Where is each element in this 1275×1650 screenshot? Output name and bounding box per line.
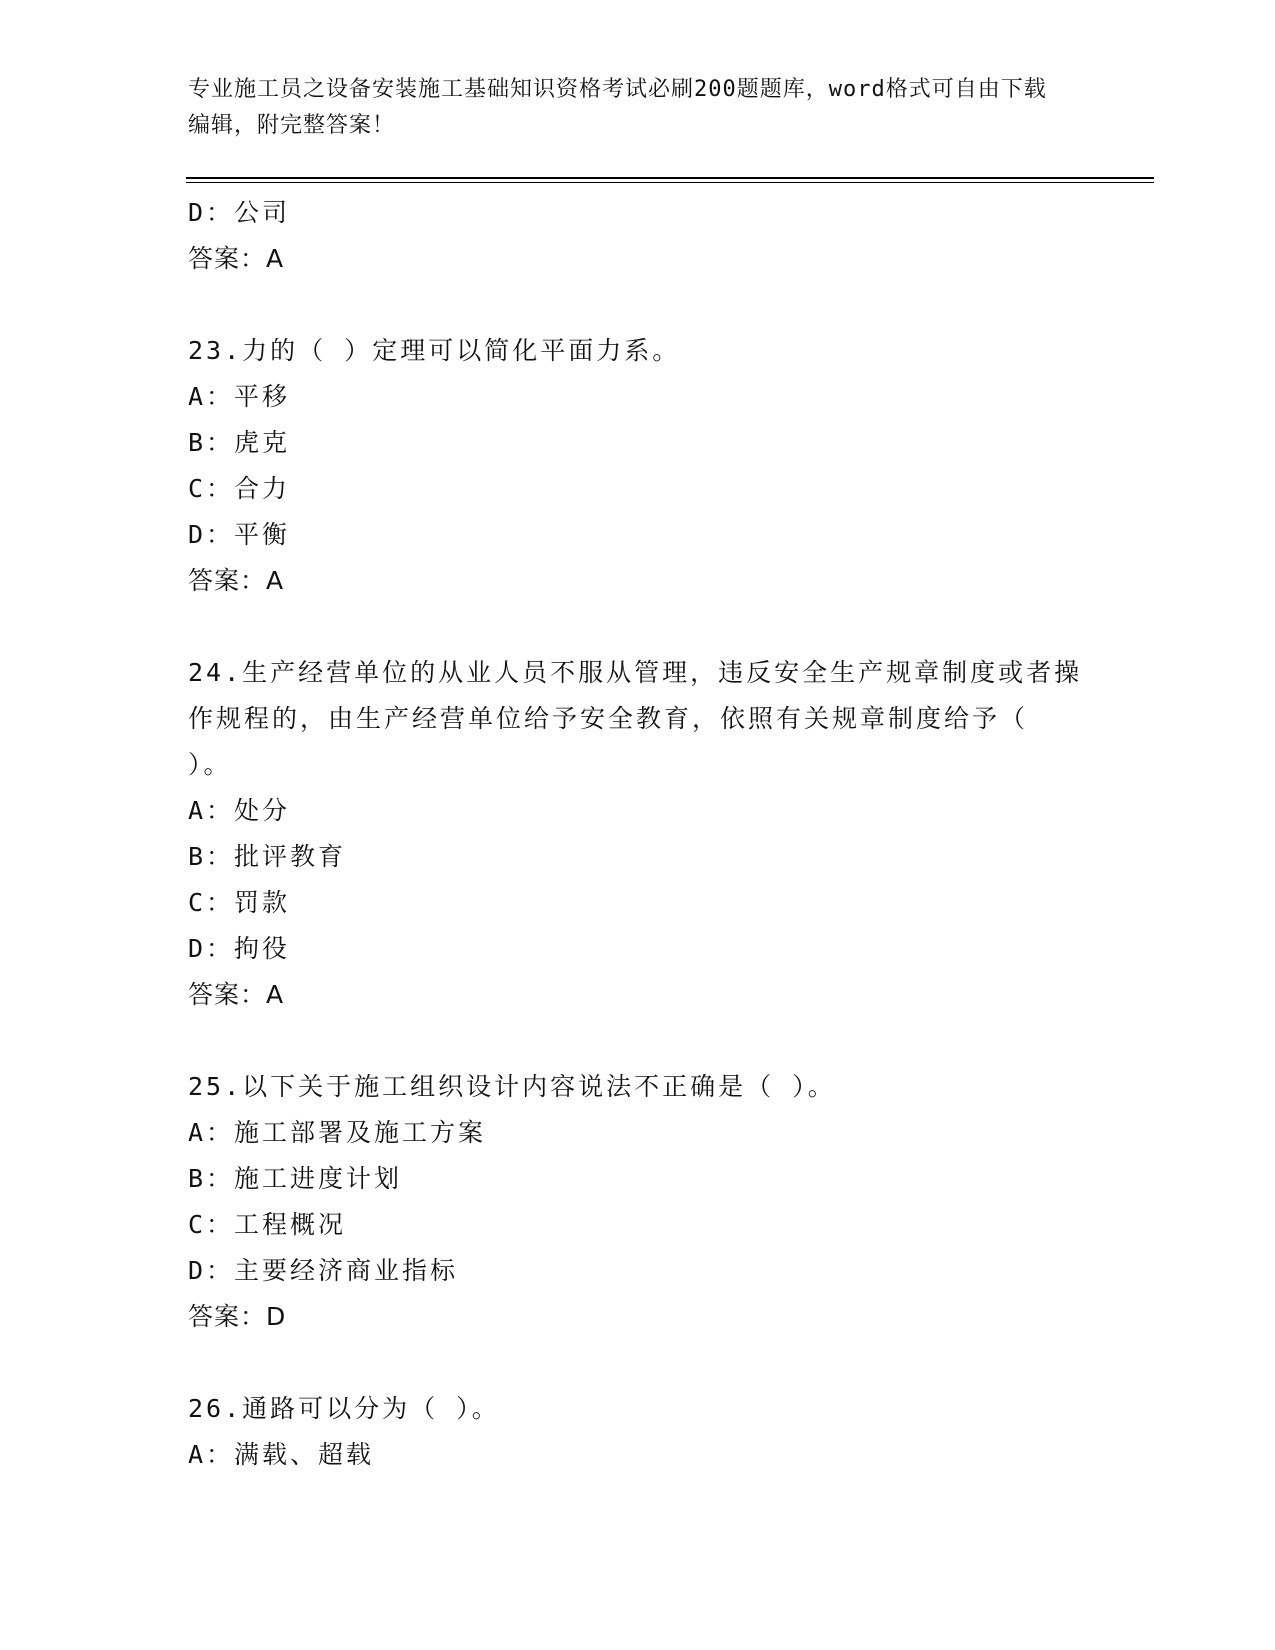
- spacer: [188, 282, 1088, 328]
- question-24: [188, 650, 1088, 1018]
- answer-line: 答案：A: [188, 566, 285, 595]
- answer-line: 答案：D: [188, 1302, 287, 1331]
- option-b: B：虎克: [188, 428, 291, 457]
- spacer: [188, 1018, 1088, 1064]
- previous-question-tail: [188, 190, 1088, 282]
- option-b: B：施工进度计划: [188, 1164, 403, 1193]
- option-d: D：拘役: [188, 934, 291, 963]
- document-header: [188, 72, 1068, 144]
- spacer: [188, 604, 1088, 650]
- spacer: [188, 1340, 1088, 1386]
- header-divider-thick: [186, 177, 1154, 179]
- question-list: [188, 190, 1088, 1478]
- answer-line: 答案：A: [188, 244, 285, 273]
- option-a: A：施工部署及施工方案: [188, 1118, 487, 1147]
- header-title: 专业施工员之设备安装施工基础知识资格考试必刷200题题库，word格式可自由下载编辑，附完整答案！: [188, 77, 1047, 138]
- question-23: [188, 328, 1088, 604]
- option-a: A：处分: [188, 796, 291, 825]
- question-text: 23.力的（ ）定理可以简化平面力系。: [188, 336, 681, 365]
- question-25: [188, 1064, 1088, 1340]
- option-d: D：主要经济商业指标: [188, 1256, 459, 1285]
- option-c: C：罚款: [188, 888, 291, 917]
- option-d: D：公司: [188, 198, 291, 227]
- question-text: 24.生产经营单位的从业人员不服从管理，违反安全生产规章制度或者操作规程的，由生产经营单位给予安全教育，依照有关规章制度给予（ ）。: [188, 658, 1083, 779]
- answer-line: 答案：A: [188, 980, 285, 1009]
- option-b: B：批评教育: [188, 842, 347, 871]
- question-26: [188, 1386, 1088, 1478]
- option-d: D：平衡: [188, 520, 291, 549]
- option-a: A：平移: [188, 382, 291, 411]
- option-a: A：满载、超载: [188, 1440, 375, 1469]
- question-text: 25.以下关于施工组织设计内容说法不正确是（ ）。: [188, 1072, 836, 1101]
- option-c: C：合力: [188, 474, 291, 503]
- option-c: C：工程概况: [188, 1210, 347, 1239]
- question-text: 26.通路可以分为（ ）。: [188, 1394, 500, 1423]
- header-divider-thin: [186, 182, 1154, 183]
